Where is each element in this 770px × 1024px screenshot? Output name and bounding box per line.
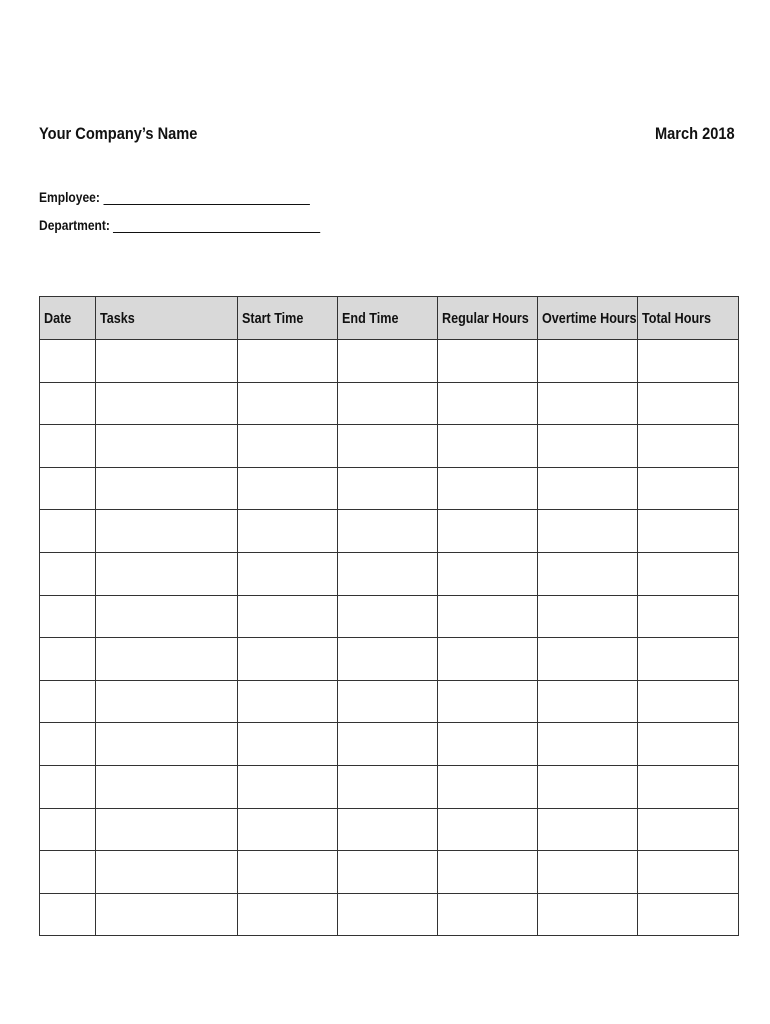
company-name: Your Company’s Name (39, 124, 198, 143)
timesheet-body (40, 340, 739, 936)
cell-date[interactable] (40, 382, 96, 425)
cell-regular-hours[interactable] (438, 680, 538, 723)
cell-tasks[interactable] (96, 382, 238, 425)
cell-overtime-hours[interactable] (538, 382, 638, 425)
cell-end-time[interactable] (338, 467, 438, 510)
table-row (40, 595, 739, 638)
table-row (40, 510, 739, 553)
column-header-tasks: Tasks (96, 297, 238, 340)
cell-tasks[interactable] (96, 723, 238, 766)
cell-date[interactable] (40, 467, 96, 510)
table-row (40, 680, 739, 723)
cell-tasks[interactable] (96, 552, 238, 595)
cell-total-hours[interactable] (638, 765, 739, 808)
cell-overtime-hours[interactable] (538, 510, 638, 553)
cell-tasks[interactable] (96, 851, 238, 894)
cell-end-time[interactable] (338, 765, 438, 808)
employee-label: Employee: (39, 189, 100, 205)
cell-end-time[interactable] (338, 638, 438, 681)
cell-tasks[interactable] (96, 340, 238, 383)
cell-date[interactable] (40, 552, 96, 595)
cell-tasks[interactable] (96, 595, 238, 638)
cell-start-time[interactable] (238, 340, 338, 383)
cell-start-time[interactable] (238, 425, 338, 468)
cell-overtime-hours[interactable] (538, 340, 638, 383)
table-row (40, 851, 739, 894)
table-row (40, 425, 739, 468)
cell-overtime-hours[interactable] (538, 638, 638, 681)
cell-tasks[interactable] (96, 638, 238, 681)
cell-date[interactable] (40, 510, 96, 553)
cell-end-time[interactable] (338, 595, 438, 638)
cell-date[interactable] (40, 638, 96, 681)
table-row (40, 467, 739, 510)
column-header-start-time: Start Time (238, 297, 338, 340)
cell-overtime-hours[interactable] (538, 552, 638, 595)
cell-end-time[interactable] (338, 851, 438, 894)
cell-total-hours[interactable] (638, 467, 739, 510)
table-row (40, 638, 739, 681)
cell-regular-hours[interactable] (438, 893, 538, 936)
cell-overtime-hours[interactable] (538, 851, 638, 894)
column-header-overtime-hours: Overtime Hours (538, 297, 638, 340)
cell-tasks[interactable] (96, 425, 238, 468)
cell-end-time[interactable] (338, 552, 438, 595)
table-row (40, 765, 739, 808)
cell-end-time[interactable] (338, 382, 438, 425)
cell-total-hours[interactable] (638, 595, 739, 638)
cell-regular-hours[interactable] (438, 595, 538, 638)
cell-overtime-hours[interactable] (538, 425, 638, 468)
cell-end-time[interactable] (338, 680, 438, 723)
cell-regular-hours[interactable] (438, 467, 538, 510)
cell-date[interactable] (40, 851, 96, 894)
cell-regular-hours[interactable] (438, 382, 538, 425)
cell-end-time[interactable] (338, 808, 438, 851)
timesheet-table (39, 296, 739, 936)
cell-start-time[interactable] (238, 552, 338, 595)
column-header-end-time: End Time (338, 297, 438, 340)
cell-date[interactable] (40, 680, 96, 723)
cell-date[interactable] (40, 723, 96, 766)
table-row (40, 893, 739, 936)
cell-start-time[interactable] (238, 680, 338, 723)
cell-end-time[interactable] (338, 893, 438, 936)
table-row (40, 808, 739, 851)
cell-start-time[interactable] (238, 808, 338, 851)
cell-regular-hours[interactable] (438, 638, 538, 681)
cell-start-time[interactable] (238, 595, 338, 638)
cell-total-hours[interactable] (638, 808, 739, 851)
cell-overtime-hours[interactable] (538, 595, 638, 638)
cell-overtime-hours[interactable] (538, 893, 638, 936)
cell-date[interactable] (40, 340, 96, 383)
cell-overtime-hours[interactable] (538, 723, 638, 766)
cell-date[interactable] (40, 425, 96, 468)
cell-end-time[interactable] (338, 340, 438, 383)
cell-total-hours[interactable] (638, 723, 739, 766)
column-header-date: Date (40, 297, 96, 340)
cell-start-time[interactable] (238, 723, 338, 766)
cell-total-hours[interactable] (638, 680, 739, 723)
department-input-line[interactable] (113, 218, 320, 233)
table-row (40, 552, 739, 595)
cell-total-hours[interactable] (638, 893, 739, 936)
cell-total-hours[interactable] (638, 851, 739, 894)
cell-regular-hours[interactable] (438, 765, 538, 808)
cell-start-time[interactable] (238, 765, 338, 808)
cell-regular-hours[interactable] (438, 340, 538, 383)
cell-end-time[interactable] (338, 723, 438, 766)
cell-date[interactable] (40, 808, 96, 851)
table-header-row (40, 297, 739, 340)
cell-tasks[interactable] (96, 765, 238, 808)
employee-field-row (39, 189, 310, 205)
cell-date[interactable] (40, 893, 96, 936)
cell-end-time[interactable] (338, 510, 438, 553)
employee-input-line[interactable] (103, 190, 309, 205)
cell-tasks[interactable] (96, 893, 238, 936)
cell-tasks[interactable] (96, 680, 238, 723)
cell-total-hours[interactable] (638, 552, 739, 595)
cell-start-time[interactable] (238, 851, 338, 894)
cell-overtime-hours[interactable] (538, 680, 638, 723)
table-row (40, 340, 739, 383)
cell-regular-hours[interactable] (438, 510, 538, 553)
table-row (40, 723, 739, 766)
cell-regular-hours[interactable] (438, 723, 538, 766)
cell-start-time[interactable] (238, 638, 338, 681)
cell-total-hours[interactable] (638, 382, 739, 425)
cell-start-time[interactable] (238, 510, 338, 553)
cell-tasks[interactable] (96, 510, 238, 553)
cell-start-time[interactable] (238, 467, 338, 510)
cell-date[interactable] (40, 765, 96, 808)
cell-regular-hours[interactable] (438, 552, 538, 595)
cell-tasks[interactable] (96, 808, 238, 851)
cell-date[interactable] (40, 595, 96, 638)
cell-tasks[interactable] (96, 467, 238, 510)
cell-start-time[interactable] (238, 382, 338, 425)
department-field-row (39, 217, 321, 233)
cell-overtime-hours[interactable] (538, 765, 638, 808)
table-row (40, 382, 739, 425)
cell-regular-hours[interactable] (438, 425, 538, 468)
cell-total-hours[interactable] (638, 638, 739, 681)
month-label: March 2018 (655, 124, 735, 143)
cell-total-hours[interactable] (638, 340, 739, 383)
column-header-regular-hours: Regular Hours (438, 297, 538, 340)
department-label: Department: (39, 217, 110, 233)
column-header-total-hours: Total Hours (638, 297, 739, 340)
cell-regular-hours[interactable] (438, 808, 538, 851)
cell-total-hours[interactable] (638, 425, 739, 468)
cell-overtime-hours[interactable] (538, 467, 638, 510)
cell-total-hours[interactable] (638, 510, 739, 553)
cell-end-time[interactable] (338, 425, 438, 468)
cell-regular-hours[interactable] (438, 851, 538, 894)
cell-overtime-hours[interactable] (538, 808, 638, 851)
cell-start-time[interactable] (238, 893, 338, 936)
